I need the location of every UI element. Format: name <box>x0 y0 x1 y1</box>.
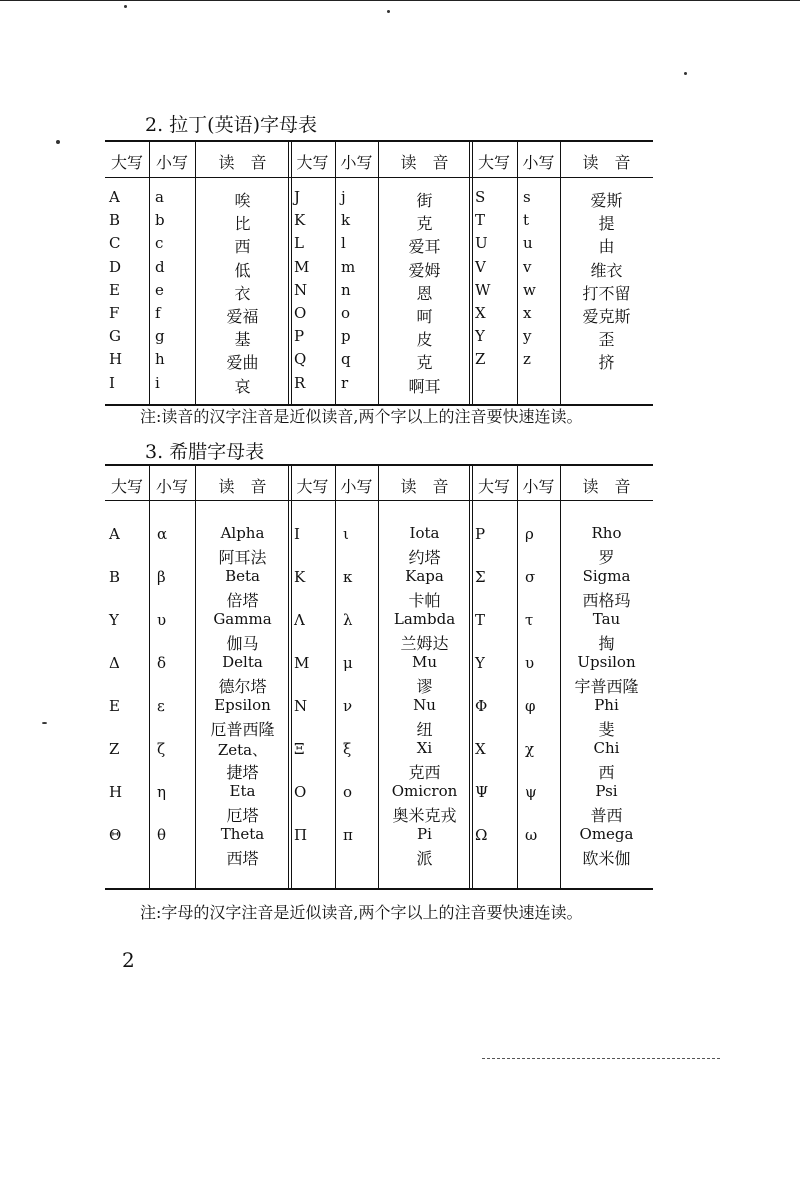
greek-uppercase-letter: I <box>294 525 300 543</box>
greek-lowercase-letter: θ <box>157 826 167 844</box>
latin-uppercase-letter: N <box>294 280 308 299</box>
latin-pronunciation: 爱姆 <box>408 260 441 280</box>
greek-uppercase-letter: H <box>109 783 123 801</box>
greek-uppercase-letter: Δ <box>109 654 120 672</box>
greek-letter-name: Gamma <box>213 610 272 628</box>
column-header: 大写 <box>477 477 510 496</box>
greek-letter-name: Psi <box>595 782 618 800</box>
greek-chinese-pronunciation: 纽 <box>416 720 433 739</box>
latin-pronunciation: 提 <box>598 214 615 234</box>
column-header: 读 音 <box>218 477 267 496</box>
greek-lowercase-letter: o <box>343 783 353 801</box>
latin-lowercase-letter: n <box>341 280 351 299</box>
latin-pronunciation: 西 <box>234 237 251 257</box>
latin-pronunciation: 爱曲 <box>226 353 259 373</box>
greek-lowercase-letter: ζ <box>157 740 166 758</box>
table-header-rule <box>105 500 653 501</box>
greek-lowercase-letter: ψ <box>525 783 537 801</box>
latin-uppercase-letter: S <box>475 188 486 206</box>
greek-letter-name: Chi <box>593 739 620 757</box>
greek-uppercase-letter: A <box>109 525 120 543</box>
latin-lowercase-letter: m <box>341 257 356 276</box>
latin-uppercase-letter: Y <box>475 327 485 346</box>
latin-lowercase-letter: j <box>341 188 346 206</box>
greek-chinese-pronunciation: 宇普西隆 <box>574 677 639 696</box>
latin-uppercase-letter: Z <box>475 350 486 369</box>
greek-letter-name: Omega <box>579 825 634 843</box>
greek-lowercase-letter: ρ <box>525 525 534 543</box>
latin-uppercase-letter: R <box>294 373 306 392</box>
greek-lowercase-letter: χ <box>525 740 535 758</box>
latin-pronunciation: 克 <box>416 214 433 234</box>
greek-uppercase-letter: X <box>475 740 486 758</box>
greek-lowercase-letter: δ <box>157 654 167 672</box>
latin-pronunciation: 维衣 <box>590 260 623 280</box>
latin-lowercase-letter: r <box>341 373 349 392</box>
scan-top-edge <box>0 0 800 1</box>
greek-letter-name: Phi <box>594 696 619 714</box>
greek-uppercase-letter: Σ <box>475 568 486 586</box>
latin-pronunciation: 歪 <box>598 330 615 350</box>
latin-pronunciation: 挤 <box>598 353 615 373</box>
greek-lowercase-letter: η <box>157 783 166 801</box>
latin-pronunciation: 恩 <box>416 283 433 303</box>
latin-lowercase-letter: x <box>523 304 532 322</box>
greek-uppercase-letter: Υ <box>109 611 119 629</box>
latin-pronunciation: 基 <box>234 330 251 350</box>
column-rule <box>517 464 518 890</box>
latin-lowercase-letter: z <box>523 350 531 369</box>
greek-uppercase-letter: Φ <box>475 697 488 715</box>
greek-letter-name: Mu <box>411 653 438 671</box>
greek-lowercase-letter: λ <box>343 611 353 629</box>
latin-lowercase-letter: s <box>523 188 531 206</box>
greek-uppercase-letter: M <box>294 654 310 672</box>
table-top-rule <box>105 140 653 142</box>
latin-lowercase-letter: e <box>155 280 164 299</box>
greek-letter-name: Nu <box>413 696 436 714</box>
greek-letter-name: Alpha <box>220 524 265 542</box>
latin-uppercase-letter: W <box>475 280 491 299</box>
greek-letter-name: Rho <box>591 524 622 542</box>
latin-pronunciation: 爱克斯 <box>582 307 631 326</box>
latin-lowercase-letter: d <box>155 257 165 276</box>
latin-uppercase-letter: I <box>109 373 115 392</box>
latin-lowercase-letter: q <box>341 350 351 369</box>
greek-lowercase-letter: τ <box>525 611 534 629</box>
latin-lowercase-letter: f <box>155 304 161 322</box>
greek-letter-name: Upsilon <box>577 653 636 671</box>
latin-uppercase-letter: B <box>109 211 121 230</box>
greek-chinese-pronunciation: 德尔塔 <box>218 677 267 696</box>
greek-letter-name: Sigma <box>582 567 631 585</box>
latin-lowercase-letter: b <box>155 211 165 230</box>
greek-lowercase-letter: ω <box>525 826 538 844</box>
latin-uppercase-letter: A <box>109 188 120 206</box>
column-header: 读 音 <box>582 153 631 172</box>
latin-lowercase-letter: p <box>341 327 351 346</box>
greek-table-note: 注:字母的汉字注音是近似读音,两个字以上的注音要快速连读。 <box>140 903 583 922</box>
greek-chinese-pronunciation: 捷塔 <box>226 763 259 782</box>
latin-lowercase-letter: a <box>155 188 164 206</box>
latin-lowercase-letter: t <box>523 211 530 230</box>
table-bottom-rule <box>105 888 653 890</box>
greek-uppercase-letter: E <box>109 697 120 715</box>
greek-chinese-pronunciation: 西格玛 <box>582 591 631 610</box>
scan-speck <box>42 722 47 724</box>
column-rule <box>149 464 150 890</box>
greek-lowercase-letter: β <box>157 568 166 586</box>
latin-pronunciation: 哀 <box>234 376 251 396</box>
latin-uppercase-letter: P <box>294 327 305 346</box>
greek-letter-name: Kapa <box>405 567 444 585</box>
greek-uppercase-letter: K <box>294 568 306 586</box>
latin-uppercase-letter: L <box>294 234 304 253</box>
greek-letter-name: Delta <box>222 653 263 671</box>
latin-uppercase-letter: M <box>294 257 310 276</box>
latin-pronunciation: 打不留 <box>582 283 631 303</box>
column-header: 小写 <box>522 153 555 172</box>
latin-uppercase-letter: Q <box>294 350 307 369</box>
greek-letter-name: Epsilon <box>214 696 271 714</box>
greek-uppercase-letter: B <box>109 568 121 586</box>
greek-table-title: 3. 希腊字母表 <box>145 441 265 463</box>
scan-speck <box>56 140 60 144</box>
greek-letter-name: Beta <box>225 567 260 585</box>
latin-pronunciation: 克 <box>416 353 433 373</box>
greek-chinese-pronunciation: 阿耳法 <box>218 548 267 567</box>
latin-lowercase-letter: h <box>155 350 165 369</box>
greek-alphabet-table <box>105 464 653 890</box>
column-rule <box>335 140 336 406</box>
greek-uppercase-letter: T <box>475 611 486 629</box>
greek-letter-name: Zeta、 <box>217 741 268 759</box>
latin-uppercase-letter: O <box>294 304 307 322</box>
scan-speck <box>684 72 687 75</box>
greek-chinese-pronunciation: 西 <box>598 763 615 782</box>
column-rule <box>335 464 336 890</box>
greek-letter-name: Omicron <box>391 782 458 800</box>
latin-lowercase-letter: u <box>523 234 533 253</box>
column-header: 大写 <box>477 153 510 172</box>
column-header: 大写 <box>110 153 143 172</box>
greek-chinese-pronunciation: 兰姆达 <box>400 634 449 653</box>
scan-speck <box>124 5 127 8</box>
greek-uppercase-letter: Ξ <box>294 740 305 758</box>
greek-letter-name: Xi <box>416 739 433 757</box>
latin-lowercase-letter: y <box>523 327 532 346</box>
greek-letter-name: Eta <box>229 782 256 800</box>
greek-letter-name: Lambda <box>393 610 456 628</box>
greek-lowercase-letter: κ <box>343 568 353 586</box>
greek-chinese-pronunciation: 倍塔 <box>226 591 259 610</box>
column-rule <box>149 140 150 406</box>
greek-lowercase-letter: ι <box>343 525 349 543</box>
latin-uppercase-letter: K <box>294 211 306 230</box>
latin-uppercase-letter: U <box>475 234 488 253</box>
greek-uppercase-letter: Θ <box>109 826 122 844</box>
greek-chinese-pronunciation: 欧米伽 <box>582 849 631 868</box>
latin-pronunciation: 衣 <box>234 283 251 303</box>
latin-table-title: 2. 拉丁(英语)字母表 <box>145 114 317 136</box>
greek-chinese-pronunciation: 西塔 <box>226 849 259 868</box>
greek-chinese-pronunciation: 克西 <box>408 763 441 782</box>
column-header: 大写 <box>296 153 329 172</box>
greek-chinese-pronunciation: 约塔 <box>408 548 441 567</box>
greek-chinese-pronunciation: 伽马 <box>226 634 259 653</box>
greek-lowercase-letter: σ <box>525 568 536 586</box>
greek-letter-name: Iota <box>409 524 440 542</box>
greek-lowercase-letter: π <box>343 826 353 844</box>
greek-chinese-pronunciation: 奥米克戎 <box>392 806 457 825</box>
greek-chinese-pronunciation: 谬 <box>416 677 433 696</box>
latin-pronunciation: 由 <box>598 237 615 257</box>
greek-lowercase-letter: υ <box>525 654 535 672</box>
latin-pronunciation: 比 <box>234 214 251 234</box>
latin-uppercase-letter: H <box>109 350 123 369</box>
column-header: 小写 <box>340 477 373 496</box>
greek-uppercase-letter: P <box>475 525 486 543</box>
greek-uppercase-letter: Υ <box>475 654 485 672</box>
table-header-rule <box>105 177 653 178</box>
latin-pronunciation: 唉 <box>234 191 251 210</box>
greek-lowercase-letter: φ <box>525 697 536 715</box>
column-header: 小写 <box>340 153 373 172</box>
latin-uppercase-letter: D <box>109 257 122 276</box>
greek-uppercase-letter: Ψ <box>475 783 489 801</box>
greek-chinese-pronunciation: 派 <box>416 849 433 868</box>
column-rule <box>517 140 518 406</box>
latin-pronunciation: 低 <box>234 260 251 280</box>
greek-lowercase-letter: μ <box>343 654 353 672</box>
latin-lowercase-letter: w <box>523 280 536 299</box>
scan-artifact-dashed-line <box>482 1058 720 1059</box>
latin-lowercase-letter: v <box>523 257 532 276</box>
latin-uppercase-letter: G <box>109 327 121 346</box>
latin-table-note: 注:读音的汉字注音是近似读音,两个字以上的注音要快速连读。 <box>140 407 583 426</box>
greek-lowercase-letter: υ <box>157 611 167 629</box>
latin-lowercase-letter: i <box>155 373 160 392</box>
latin-uppercase-letter: J <box>294 188 301 206</box>
greek-lowercase-letter: ξ <box>343 740 352 758</box>
latin-pronunciation: 爱耳 <box>408 237 441 257</box>
latin-pronunciation: 爱福 <box>226 307 259 326</box>
latin-pronunciation: 啊耳 <box>408 376 441 396</box>
latin-pronunciation: 皮 <box>416 330 433 350</box>
column-header: 读 音 <box>400 153 449 172</box>
latin-lowercase-letter: o <box>341 304 351 322</box>
latin-lowercase-letter: g <box>155 327 165 346</box>
greek-uppercase-letter: Z <box>109 740 120 758</box>
column-header: 大写 <box>110 477 143 496</box>
greek-chinese-pronunciation: 普西 <box>590 806 623 825</box>
greek-lowercase-letter: α <box>157 525 168 543</box>
page-number: 2 <box>122 948 135 972</box>
greek-uppercase-letter: Λ <box>294 611 305 629</box>
column-header: 读 音 <box>582 477 631 496</box>
greek-chinese-pronunciation: 厄塔 <box>226 806 259 825</box>
greek-chinese-pronunciation: 厄普西隆 <box>210 720 275 739</box>
greek-chinese-pronunciation: 斐 <box>598 720 615 739</box>
greek-letter-name: Pi <box>417 825 432 843</box>
latin-uppercase-letter: C <box>109 234 121 253</box>
latin-uppercase-letter: V <box>475 257 486 276</box>
column-header: 小写 <box>155 153 188 172</box>
greek-uppercase-letter: Ω <box>475 826 488 844</box>
table-top-rule <box>105 464 653 466</box>
greek-uppercase-letter: O <box>294 783 307 801</box>
latin-alphabet-table <box>105 140 653 406</box>
greek-lowercase-letter: ε <box>157 697 165 715</box>
latin-pronunciation: 呵 <box>416 307 433 326</box>
latin-lowercase-letter: l <box>341 234 346 253</box>
latin-lowercase-letter: c <box>155 234 164 253</box>
latin-uppercase-letter: F <box>109 304 120 322</box>
column-header: 读 音 <box>218 153 267 172</box>
greek-uppercase-letter: N <box>294 697 308 715</box>
latin-uppercase-letter: T <box>475 211 486 230</box>
latin-lowercase-letter: k <box>341 211 351 230</box>
latin-pronunciation: 街 <box>416 191 433 210</box>
greek-chinese-pronunciation: 罗 <box>598 548 615 567</box>
greek-letter-name: Tau <box>592 610 621 628</box>
latin-uppercase-letter: E <box>109 280 120 299</box>
greek-uppercase-letter: Π <box>294 826 308 844</box>
greek-chinese-pronunciation: 卡帕 <box>408 591 441 610</box>
latin-uppercase-letter: X <box>475 304 486 322</box>
column-header: 读 音 <box>400 477 449 496</box>
greek-lowercase-letter: ν <box>343 697 353 715</box>
greek-letter-name: Theta <box>220 825 265 843</box>
column-header: 小写 <box>155 477 188 496</box>
column-header: 大写 <box>296 477 329 496</box>
greek-chinese-pronunciation: 掏 <box>598 634 615 653</box>
scan-speck <box>387 10 390 13</box>
column-header: 小写 <box>522 477 555 496</box>
latin-pronunciation: 爱斯 <box>590 191 623 210</box>
